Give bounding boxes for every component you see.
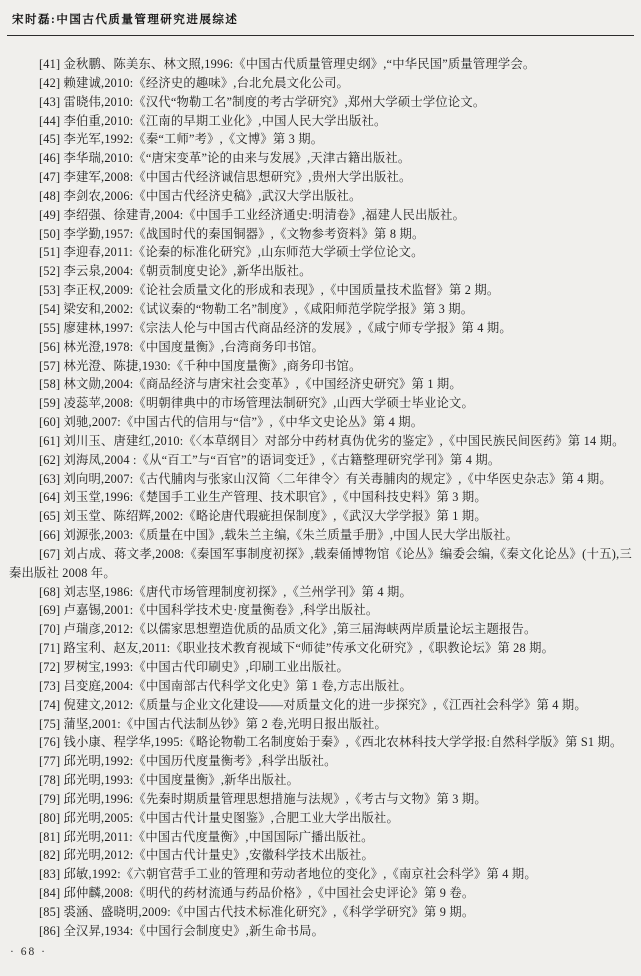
reference-item: [62] 刘海凤,2004 :《从“百工”与“百官”的语词变迁》,《古籍整理研究学刊》第 4 期。 — [39, 452, 501, 467]
reference-item: [79] 邱光明,1996:《先秦时期质量管理思想措施与法规》,《考古与文物》第 3 期。 — [39, 791, 487, 806]
reference-item: [59] 凌蕊苹,2008:《明朝律典中的市场管理法制研究》,山西大学硕士毕业论文。 — [39, 396, 475, 411]
reference-item: [49] 李绍强、徐建青,2004:《中国手工业经济通史:明清卷》,福建人民出版社。 — [39, 207, 466, 222]
reference-item: [57] 林光澄、陈捷,1930:《千种中国度量衡》,商务印书馆。 — [39, 358, 362, 373]
reference-item: [83] 邱敏,1992:《六朝官营手工业的管理和劳动者地位的变化》,《南京社会科学》第 4 期。 — [39, 867, 537, 882]
reference-item: [61] 刘川玉、唐建红,2010:《〈本草纲目〉对部分中药材真伪优劣的鉴定》,《中国民族民间医药》第 14 期。 — [39, 433, 625, 448]
reference-item: [74] 倪建文,2012:《质量与企业文化建设——对质量文化的进一步探究》,《江西社会科学》第 4 期。 — [39, 697, 587, 712]
reference-item: [76] 钱小康、程学华,1995:《略论物勒工名制度始于秦》,《西北农林科技大学学报:自然科学版》第 S1 期。 — [39, 735, 623, 750]
reference-item: [64] 刘玉堂,1996:《楚国手工业生产管理、技术职官》,《中国科技史料》第 3 期。 — [39, 490, 487, 505]
reference-item: [65] 刘玉堂、陈绍辉,2002:《略论唐代瑕疵担保制度》,《武汉大学学报》第 1 期。 — [39, 509, 487, 524]
references-list — [0, 36, 641, 941]
reference-item: [55] 廖建林,1997:《宗法人伦与中国古代商品经济的发展》,《咸宁师专学报》第 4 期。 — [39, 320, 512, 335]
reference-item: [66] 刘源张,2003:《质量在中国》,载朱兰主编,《朱兰质量手册》,中国人民大学出版社。 — [39, 528, 519, 543]
reference-item: [82] 邱光明,2012:《中国古代计量史》,安徽科学技术出版社。 — [39, 848, 375, 863]
reference-item: [81] 邱光明,2011:《中国古代度量衡》,中国国际广播出版社。 — [39, 829, 374, 844]
reference-item: [63] 刘向明,2007:《古代脯肉与张家山汉简〈二年律令〉有关毒脯肉的规定》,《中华医史杂志》第 4 期。 — [39, 471, 612, 486]
page-title: 宋时磊:中国古代质量管理研究进展综述 — [12, 14, 239, 26]
reference-item: [72] 罗树宝,1993:《中国古代印刷史》,印刷工业出版社。 — [39, 660, 350, 674]
reference-item: [48] 李剑农,2006:《中国古代经济史稿》,武汉大学出版社。 — [39, 188, 362, 203]
reference-item: [60] 刘驰,2007:《中国古代的信用与“信”》,《中华文史论丛》第 4 期。 — [39, 415, 424, 430]
reference-item: [42] 赖建诚,2010:《经济史的趣味》,台北允晨文化公司。 — [39, 75, 350, 90]
reference-item: [85] 裘涵、盛晓明,2009:《中国古代技术标准化研究》,《科学学研究》第 9 期。 — [39, 904, 475, 919]
reference-item: [53] 李正权,2009:《论社会质量文化的形成和表现》,《中国质量技术监督》第 2 期。 — [39, 283, 500, 298]
reference-item: [54] 梁安和,2002:《试议秦的“物勒工名”制度》,《咸阳师范学院学报》第 3 期。 — [39, 301, 474, 316]
reference-item: [43] 雷晓伟,2010:《汉代“物勒工名”制度的考古学研究》,郑州大学硕士学位论文。 — [39, 94, 486, 109]
reference-item: [45] 李光军,1992:《秦“工师”考》,《文博》第 3 期。 — [39, 132, 324, 147]
reference-item: [84] 邱仲麟,2008:《明代的药材流通与药品价格》,《中国社会史评论》第 9 卷。 — [39, 886, 475, 901]
reference-item: [75] 蒲坚,2001:《中国古代法制丛钞》第 2 卷,光明日报出版社。 — [39, 716, 387, 731]
reference-item: [46] 李华瑞,2010:《“唐宋变革”论的由来与发展》,天津古籍出版社。 — [39, 151, 411, 166]
reference-item: [86] 全汉昇,1934:《中国行会制度史》,新生命书局。 — [39, 923, 325, 938]
reference-item: [44] 李伯重,2010:《江南的早期工业化》,中国人民大学出版社。 — [39, 113, 387, 128]
reference-item: [56] 林光澄,1978:《中国度量衡》,台湾商务印书馆。 — [39, 339, 325, 354]
reference-item: [58] 林文勋,2004:《商品经济与唐宋社会变革》,《中国经济史研究》第 1 期。 — [39, 377, 462, 392]
reference-item: [51] 李迎春,2011:《论秦的标准化研究》,山东师范大学硕士学位论文。 — [39, 245, 424, 260]
reference-item: [71] 路宝利、赵友,2011:《职业技术教育视域下“师徒”传承文化研究》,《职教论坛》第 28 期。 — [39, 641, 555, 656]
reference-item: [67] 刘占成、蒋文孝,2008:《秦国军事制度初探》,载秦俑博物馆《论丛》编委会编,《秦文化论丛》(十五),三秦出版社 2008 年。 — [9, 546, 632, 580]
reference-item: [77] 邱光明,1992:《中国历代度量衡考》,科学出版社。 — [39, 754, 337, 769]
running-head — [0, 0, 641, 32]
reference-item: [80] 邱光明,2005:《中国古代计量史图鉴》,合肥工业大学出版社。 — [39, 810, 400, 825]
reference-item: [47] 李建军,2008:《中国古代经济诚信思想研究》,贵州大学出版社。 — [39, 170, 412, 185]
reference-item: [70] 卢瑞彦,2012:《以儒家思想塑造优质的品质文化》,第三届海峡两岸质量论坛主题报告。 — [39, 622, 537, 637]
reference-item: [41] 金秋鹏、陈美东、林文照,1996:《中国古代质量管理史纲》,“中华民国”质量管理学会。 — [39, 57, 536, 71]
reference-item: [68] 刘志坚,1986:《唐代市场管理制度初探》,《兰州学刊》第 4 期。 — [39, 584, 412, 599]
reference-item: [78] 邱光明,1993:《中国度量衡》,新华出版社。 — [39, 773, 300, 788]
reference-item: [52] 李云泉,2004:《朝贡制度史论》,新华出版社。 — [39, 264, 312, 279]
reference-item: [69] 卢嘉锡,2001:《中国科学技术史·度量衡卷》,科学出版社。 — [39, 603, 379, 618]
page-number: · 68 · — [10, 946, 47, 958]
reference-item: [73] 吕变庭,2004:《中国南部古代科学文化史》第 1 卷,方志出版社。 — [39, 678, 412, 693]
reference-item: [50] 李学勤,1957:《战国时代的秦国铜器》,《文物参考资料》第 8 期。 — [39, 226, 425, 241]
